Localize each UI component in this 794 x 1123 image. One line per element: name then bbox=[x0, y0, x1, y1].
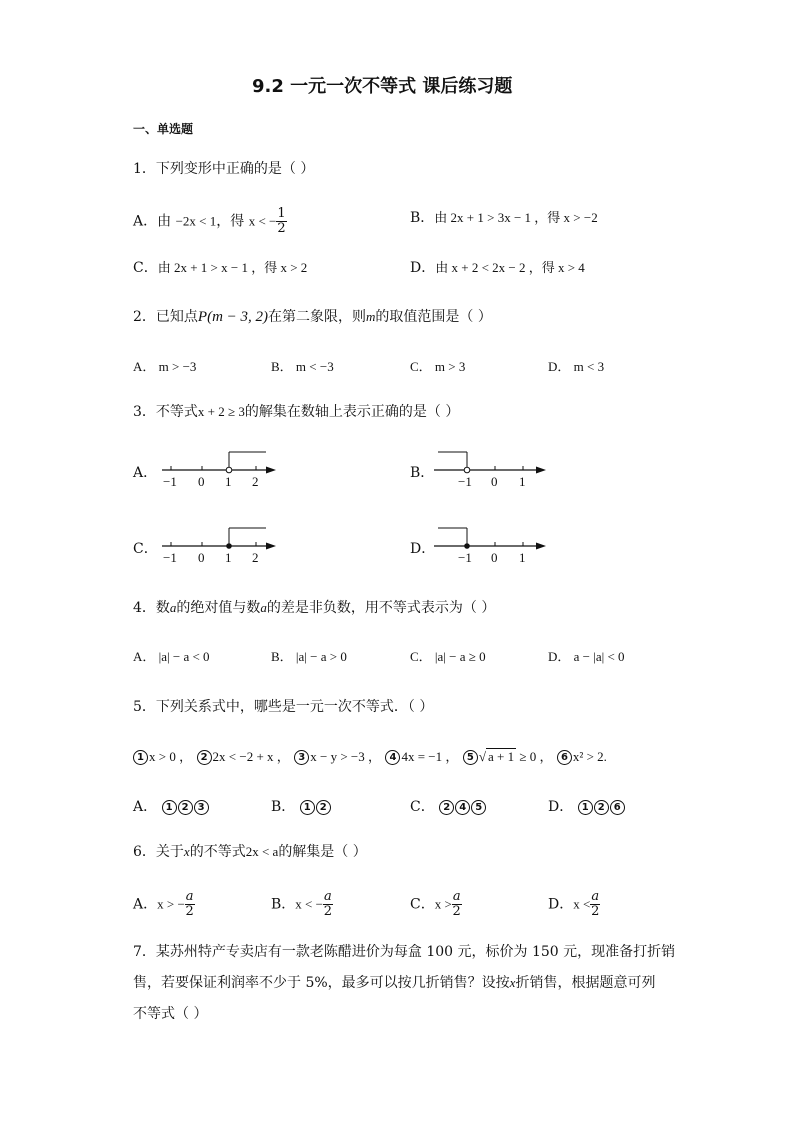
fraction-denominator: 2 bbox=[185, 904, 194, 919]
tick-label: 0 bbox=[198, 550, 205, 564]
circled-number: 3 bbox=[294, 750, 309, 765]
q3-option-a-label: A． bbox=[133, 465, 158, 481]
option-text: 由 x + 2 < 2x − 2 ，得 x > 4 bbox=[435, 260, 585, 275]
q2-option-b: B． m < −3 bbox=[271, 359, 334, 374]
result: x > bbox=[434, 896, 452, 912]
page-title: 9.2 一元一次不等式 课后练习题 bbox=[252, 76, 513, 97]
q5-option-b bbox=[271, 796, 332, 818]
expression: 4x = −1 ， bbox=[401, 749, 459, 764]
option-label: D． bbox=[548, 799, 574, 815]
fraction bbox=[185, 890, 195, 919]
stem-text: 的解集是（ ） bbox=[278, 844, 367, 860]
inequality: x + 2 ≥ 3 bbox=[197, 404, 245, 419]
expression: x > 0 ， bbox=[149, 749, 193, 764]
inequality: −2x < 1 bbox=[175, 213, 217, 229]
q4-option-c: C． |a| − a ≥ 0 bbox=[410, 649, 486, 664]
option-label: B． bbox=[271, 896, 296, 913]
variable: a bbox=[169, 600, 177, 615]
tick-label: 1 bbox=[225, 474, 232, 488]
question-7-line-2 bbox=[133, 972, 655, 994]
option-label: C． bbox=[410, 799, 435, 815]
q1-option-a bbox=[133, 207, 287, 236]
result: x > − bbox=[157, 896, 185, 912]
fraction-numerator: a bbox=[185, 889, 194, 904]
question-5-stem: 5．下列关系式中，哪些是一元一次不等式．（ ） bbox=[133, 699, 434, 715]
result: x < bbox=[573, 896, 591, 912]
q4-option-d: D． a − |a| < 0 bbox=[548, 649, 625, 664]
tick-label: 1 bbox=[225, 550, 232, 564]
q1-option-c bbox=[133, 257, 307, 279]
q3-option-c-label: C． bbox=[133, 541, 158, 557]
option-label: D． bbox=[548, 896, 574, 913]
fraction-denominator: 2 bbox=[277, 221, 286, 236]
stem-text: 的取值范围是（ ） bbox=[375, 309, 492, 325]
stem-text: 的解集在数轴上表示正确的是（ ） bbox=[244, 404, 460, 420]
option-text: ，得 bbox=[216, 213, 245, 230]
tick-label: −1 bbox=[458, 550, 472, 564]
q3-option-d-label: D． bbox=[410, 541, 436, 557]
option-label: B． bbox=[410, 210, 435, 226]
fraction bbox=[276, 207, 286, 236]
fraction-numerator: 1 bbox=[277, 206, 286, 221]
question-2-stem bbox=[133, 306, 492, 328]
circled-number: 2 bbox=[316, 800, 331, 815]
tick-label: −1 bbox=[163, 474, 177, 488]
expression: x² > 2. bbox=[572, 749, 607, 764]
variable: m bbox=[366, 309, 376, 324]
circled-number: 4 bbox=[455, 800, 470, 815]
tick-label: 1 bbox=[519, 550, 526, 564]
option-label: C． bbox=[410, 896, 435, 913]
radicand: a + 1 bbox=[487, 749, 515, 764]
sqrt-sign: √ bbox=[478, 749, 486, 764]
stem-text: 2．已知点 bbox=[133, 309, 198, 325]
circled-number: 1 bbox=[578, 800, 593, 815]
q2-option-a: A． m > −3 bbox=[133, 359, 197, 374]
stem-text: 的绝对值与数 bbox=[176, 600, 261, 616]
q4-option-b: B． |a| − a > 0 bbox=[271, 649, 347, 664]
q6-option-a bbox=[133, 890, 195, 919]
question-6-stem bbox=[133, 841, 367, 863]
fraction-denominator: 2 bbox=[452, 904, 461, 919]
variable: x bbox=[183, 844, 190, 859]
q2-option-d: D． m < 3 bbox=[548, 359, 605, 374]
expression: x − y > −3 ， bbox=[310, 749, 381, 764]
result: x < − bbox=[295, 896, 323, 912]
section-heading: 一、单选题 bbox=[133, 122, 194, 136]
number-line-b bbox=[430, 448, 555, 488]
stem-text: 4．数 bbox=[133, 600, 170, 616]
q5-option-a bbox=[133, 796, 210, 818]
question-4-stem bbox=[133, 597, 495, 619]
fraction-denominator: 2 bbox=[323, 904, 332, 919]
q3-option-b-label: B． bbox=[410, 465, 435, 481]
circled-number: 1 bbox=[162, 800, 177, 815]
circled-number: 5 bbox=[471, 800, 486, 815]
q5-expressions bbox=[133, 746, 607, 768]
stem-text: 在第二象限，则 bbox=[268, 309, 367, 325]
q5-option-d bbox=[548, 796, 626, 818]
question-7-line-3: 不等式（ ） bbox=[133, 1006, 208, 1022]
question-3-stem bbox=[133, 401, 459, 423]
number-line-a bbox=[158, 448, 283, 488]
fraction bbox=[452, 890, 462, 919]
circled-number: 2 bbox=[594, 800, 609, 815]
option-text: 由 2x + 1 > x − 1 ，得 x > 2 bbox=[157, 260, 308, 275]
tick-label: −1 bbox=[458, 474, 472, 488]
tick-label: 1 bbox=[519, 474, 526, 488]
q6-option-b bbox=[271, 890, 333, 919]
tick-label: 0 bbox=[198, 474, 205, 488]
option-text: 由 2x + 1 > 3x − 1 ，得 x > −2 bbox=[434, 210, 598, 225]
expression: 2x < −2 + x ， bbox=[212, 749, 290, 764]
tick-label: 2 bbox=[252, 474, 259, 488]
q1-option-b bbox=[410, 207, 598, 229]
circled-number: 6 bbox=[557, 750, 572, 765]
option-label: A． bbox=[133, 799, 158, 815]
circled-number: 3 bbox=[194, 800, 209, 815]
tick-label: 0 bbox=[491, 474, 498, 488]
result: x < − bbox=[248, 213, 277, 229]
tick-label: 0 bbox=[491, 550, 498, 564]
option-label: A． bbox=[133, 896, 158, 913]
stem-text: 的差是非负数，用不等式表示为（ ） bbox=[266, 600, 496, 616]
stem-text: 的不等式 bbox=[189, 844, 246, 860]
circled-number: 4 bbox=[385, 750, 400, 765]
stem-text: 3．不等式 bbox=[133, 404, 198, 420]
circled-number: 5 bbox=[463, 750, 478, 765]
stem-text: 6．关于 bbox=[133, 844, 184, 860]
tick-label: 2 bbox=[252, 550, 259, 564]
circled-number: 1 bbox=[300, 800, 315, 815]
circled-number: 2 bbox=[439, 800, 454, 815]
number-line-d bbox=[430, 524, 555, 564]
q2-option-c: C． m > 3 bbox=[410, 359, 466, 374]
tick-label: −1 bbox=[163, 550, 177, 564]
circled-number: 2 bbox=[178, 800, 193, 815]
circled-number: 2 bbox=[197, 750, 212, 765]
inequality: 2x < a bbox=[245, 844, 279, 859]
fraction bbox=[323, 890, 333, 919]
q6-option-d bbox=[548, 890, 600, 919]
circled-number: 6 bbox=[610, 800, 625, 815]
option-label: C． bbox=[133, 260, 158, 276]
fraction-numerator: a bbox=[323, 889, 332, 904]
fraction-numerator: a bbox=[452, 889, 461, 904]
expression: ≥ 0 ， bbox=[516, 749, 553, 764]
q4-option-a: A． |a| − a < 0 bbox=[133, 649, 210, 664]
q5-option-c bbox=[410, 796, 487, 818]
number-line-c bbox=[158, 524, 283, 564]
variable: x bbox=[509, 975, 516, 990]
question-7-line-1: 7．某苏州特产专卖店有一款老陈醋进价为每盒 100 元，标价为 150 元，现准备打折销 bbox=[133, 944, 676, 960]
fraction-denominator: 2 bbox=[591, 904, 600, 919]
option-label: A． bbox=[133, 213, 158, 230]
q1-option-d bbox=[410, 257, 585, 279]
option-label: B． bbox=[271, 799, 296, 815]
option-text: 由 bbox=[157, 213, 172, 230]
option-label: D． bbox=[410, 260, 436, 276]
variable: a bbox=[260, 600, 267, 615]
circled-number: 1 bbox=[133, 750, 148, 765]
stem-text: 折销售，根据题意可列 bbox=[515, 975, 656, 991]
q6-option-c bbox=[410, 890, 462, 919]
stem-text: 售，若要保证利润率不少于 5%，最多可以按几折销售？设按 bbox=[133, 975, 510, 991]
point: P(m − 3, 2) bbox=[197, 309, 269, 325]
question-1-stem: 1．下列变形中正确的是（ ） bbox=[133, 161, 315, 177]
fraction bbox=[590, 890, 600, 919]
fraction-numerator: a bbox=[591, 889, 600, 904]
